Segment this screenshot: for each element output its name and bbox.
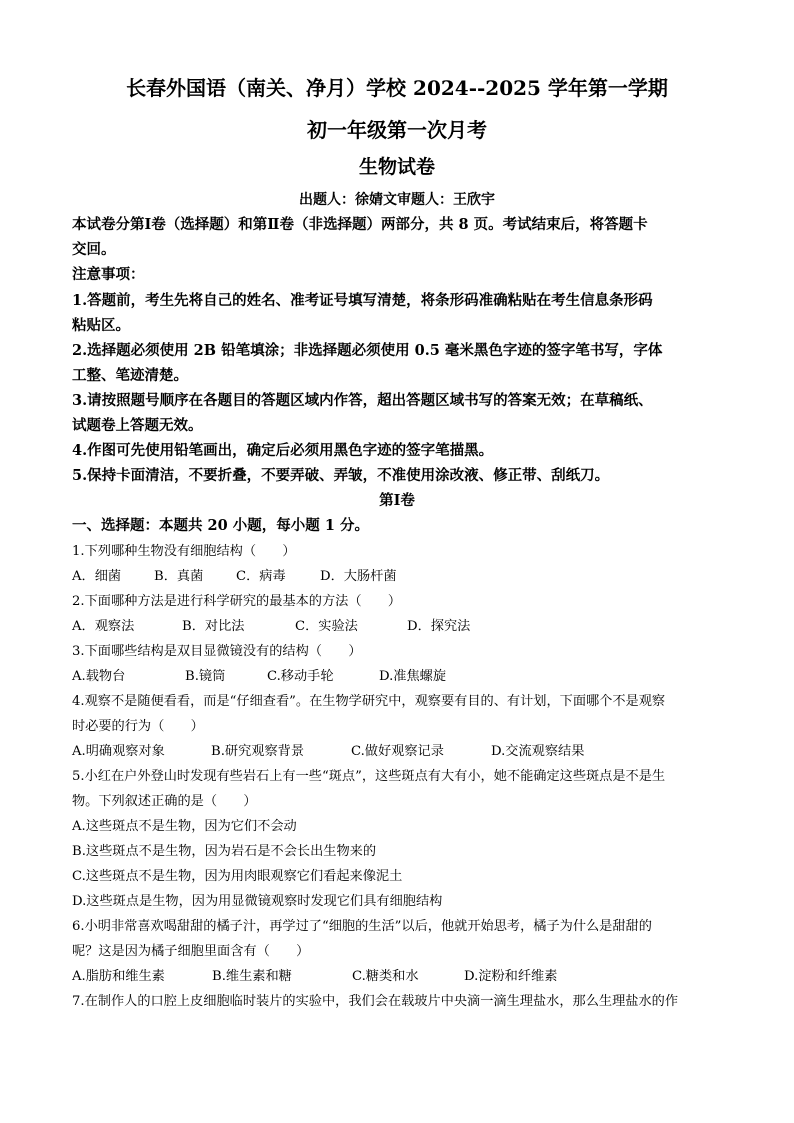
intro-line-1: 本试卷分第Ⅰ卷（选择题）和第Ⅱ卷（非选择题）两部分，共 8 页。考试结束后，将答题卡 xyxy=(72,216,648,233)
q2-option-d: D．探究法 xyxy=(407,619,471,634)
question-5-stem-1: 5.小红在户外登山时发现有些岩石上有一些“斑点”，这些斑点有大有小，她不能确定这些斑点是不是生 xyxy=(72,769,666,784)
q5-option-d: D.这些斑点是生物，因为用显微镜观察时发现它们具有细胞结构 xyxy=(72,894,443,909)
intro-line-2: 交回。 xyxy=(72,241,116,258)
q3-option-d: D.准焦螺旋 xyxy=(379,669,447,684)
part-title: 第Ⅰ卷 xyxy=(379,492,415,509)
q1-option-a: A．细菌 xyxy=(72,569,122,584)
section-heading: 一、选择题：本题共 20 小题，每小题 1 分。 xyxy=(72,517,369,534)
q3-option-c: C.移动手轮 xyxy=(267,669,334,684)
notice-3a: 3.请按照题号顺序在各题目的答题区域内作答，超出答题区域书写的答案无效；在草稿纸、 xyxy=(72,392,653,409)
q1-option-c: C．病毒 xyxy=(236,569,286,584)
question-6-stem-1: 6.小明非常喜欢喝甜甜的橘子汁，再学过了“细胞的生活”以后，他就开始思考，橘子为什么是甜甜的 xyxy=(72,919,652,934)
question-1-stem: 1.下列哪种生物没有细胞结构（ ） xyxy=(72,544,296,559)
q2-option-b: B．对比法 xyxy=(182,619,245,634)
notice-2b: 工整、笔迹清楚。 xyxy=(72,367,188,384)
notice-1b: 粘贴区。 xyxy=(72,317,130,334)
school-title: 长春外国语（南关、净月）学校 2024--2025 学年第一学期 xyxy=(126,76,668,100)
q5-option-b: B.这些斑点不是生物，因为岩石是不会长出生物来的 xyxy=(72,844,377,859)
q1-option-d: D．大肠杆菌 xyxy=(320,569,397,584)
q3-option-b: B.镜筒 xyxy=(185,669,226,684)
question-6-options xyxy=(72,965,557,984)
grade-title: 初一年级第一次月考 xyxy=(307,118,487,142)
question-3-stem: 3.下面哪些结构是双目显微镜没有的结构（ ） xyxy=(72,644,362,659)
q4-option-b: B.研究观察背景 xyxy=(211,744,305,759)
q4-option-d: D.交流观察结果 xyxy=(491,744,585,759)
notice-title: 注意事项： xyxy=(72,266,145,283)
question-3-options xyxy=(72,665,446,684)
notice-2a: 2.选择题必须使用 2B 铅笔填涂；非选择题必须使用 0.5 毫米黑色字迹的签字笔书写，字体 xyxy=(72,342,663,359)
question-2-options xyxy=(72,615,470,634)
question-4-stem-1: 4.观察不是随便看看，而是“仔细查看”。在生物学研究中，观察要有目的、有计划，下面哪个不是观察 xyxy=(72,694,666,709)
q6-option-a: A.脂肪和维生素 xyxy=(72,969,165,984)
q5-option-c: C.这些斑点不是生物，因为用肉眼观察它们看起来像泥土 xyxy=(72,869,403,884)
question-2-stem: 2.下面哪种方法是进行科学研究的最基本的方法（ ） xyxy=(72,594,402,609)
question-4-stem-2: 时必要的行为（ ） xyxy=(72,719,204,734)
question-5-stem-2: 物。下列叙述正确的是（ ） xyxy=(72,794,257,809)
question-1-options xyxy=(72,565,397,584)
notice-4: 4.作图可先使用铅笔画出，确定后必须用黑色字迹的签字笔描黑。 xyxy=(72,442,494,459)
authors-line: 出题人：徐婧文审题人：王欣宇 xyxy=(299,192,495,208)
notice-5: 5.保持卡面清洁，不要折叠，不要弄破、弄皱，不准使用涂改液、修正带、刮纸刀。 xyxy=(72,467,610,484)
q1-option-b: B．真菌 xyxy=(154,569,204,584)
q3-option-a: A.载物台 xyxy=(72,669,126,684)
question-7-stem-1: 7.在制作人的口腔上皮细胞临时装片的实验中，我们会在载玻片中央滴一滴生理盐水，那么生理盐水的作 xyxy=(72,994,679,1009)
q5-option-a: A.这些斑点不是生物，因为它们不会动 xyxy=(72,819,297,834)
question-4-options xyxy=(72,740,584,759)
notice-3b: 试题卷上答题无效。 xyxy=(72,417,203,434)
question-6-stem-2: 呢？这是因为橘子细胞里面含有（ ） xyxy=(72,944,310,959)
q6-option-b: B.维生素和糖 xyxy=(212,969,292,984)
q6-option-c: C.糖类和水 xyxy=(352,969,419,984)
q4-option-c: C.做好观察记录 xyxy=(351,744,444,759)
q2-option-a: A．观察法 xyxy=(72,619,135,634)
q4-option-a: A.明确观察对象 xyxy=(72,744,165,759)
q6-option-d: D.淀粉和纤维素 xyxy=(464,969,558,984)
notice-1a: 1.答题前，考生先将自己的姓名、准考证号填写清楚，将条形码准确粘贴在考生信息条形码 xyxy=(72,292,653,309)
subject-title: 生物试卷 xyxy=(358,156,435,178)
q2-option-c: C．实验法 xyxy=(295,619,358,634)
